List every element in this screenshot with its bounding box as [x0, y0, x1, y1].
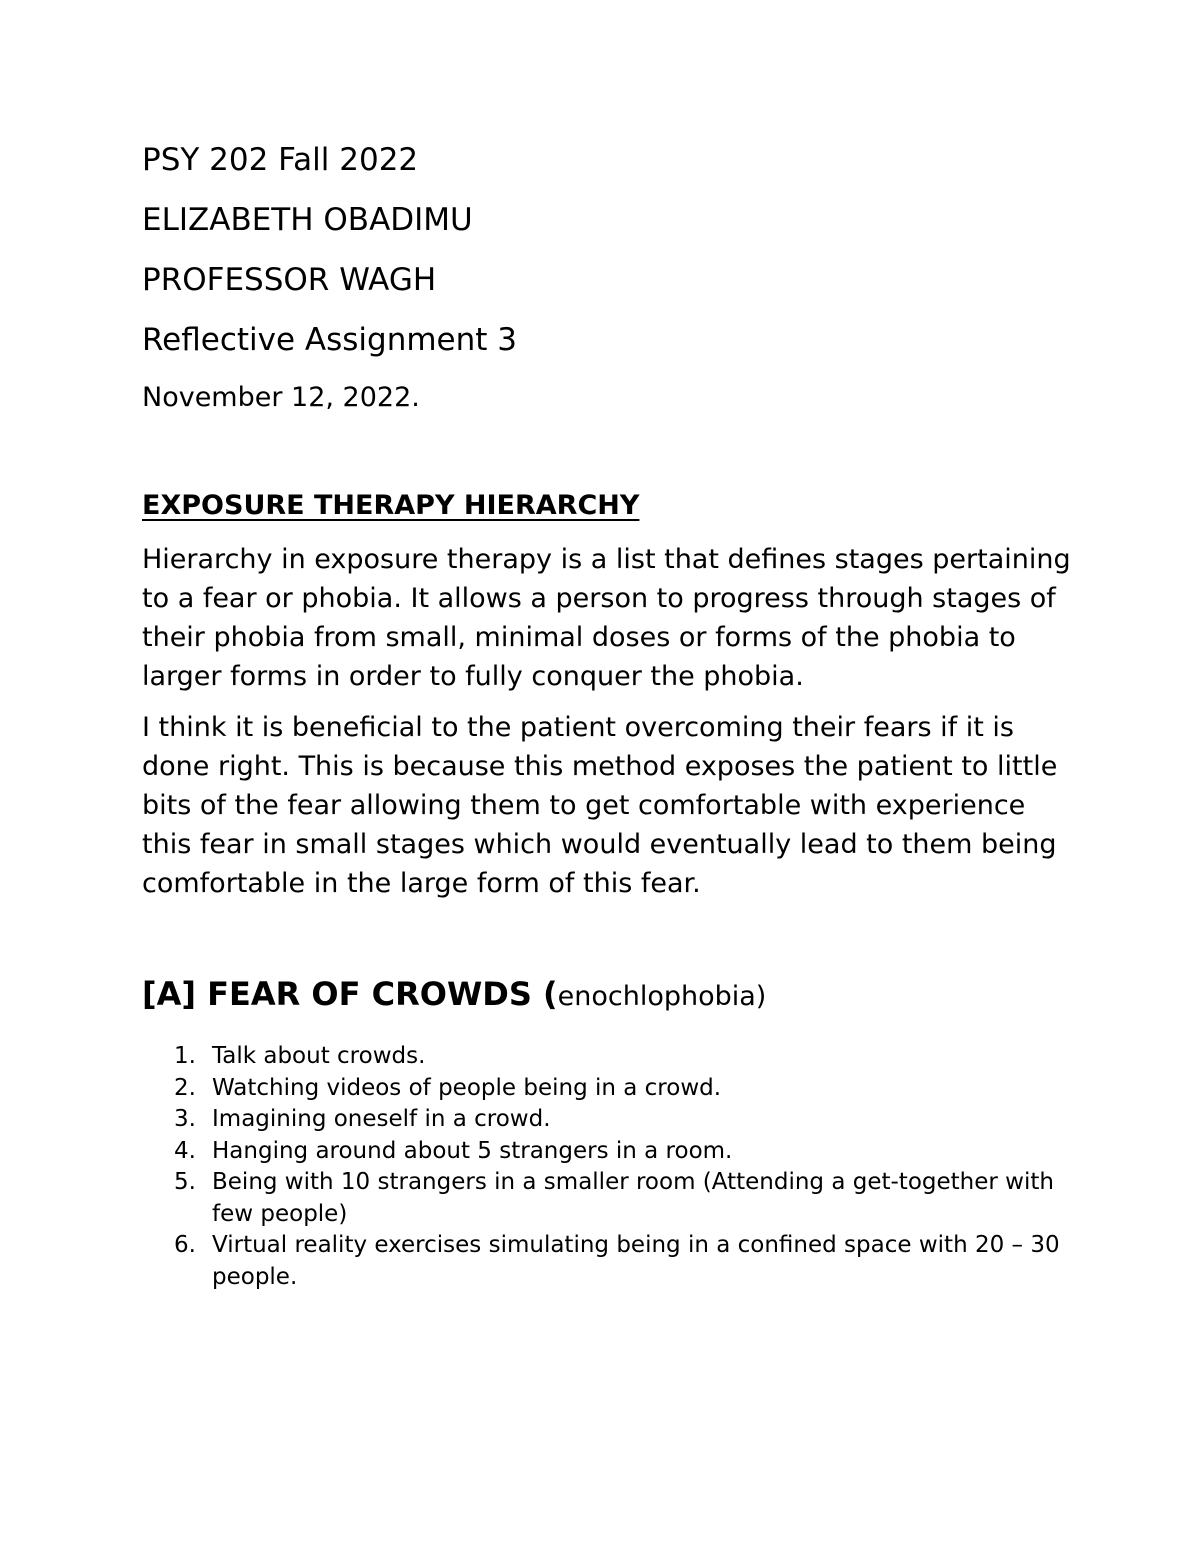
list-item-text: Imagining oneself in a crowd.: [212, 1106, 551, 1132]
list-item-text: Being with 10 strangers in a smaller room (Attending a get-together with few people): [212, 1169, 1054, 1227]
definition-paragraph: Hierarchy in exposure therapy is a list that defines stages pertaining to a fear or phobia. It allows a person to progress through stages of their phobia from small, minimal doses or forms of the phobia to larger forms in order to fully conquer the phobia.: [142, 544, 1071, 692]
subsection-heading-bold: [A] FEAR OF CROWDS (: [142, 975, 558, 1013]
document-body: [142, 140, 1072, 1293]
list-item-text: Watching videos of people being in a crowd.: [212, 1074, 722, 1101]
subsection-heading-normal: enochlophobia): [557, 981, 767, 1012]
list-item-number: 6.: [174, 1232, 196, 1258]
opinion-paragraph: I think it is beneficial to the patient overcoming their fears if it is done right. This is because this method exposes the patient to little bits of the fear allowing them to get comfortable with experience this fear in small stages which would eventually lead to them being comfortable in the large form of this fear.: [142, 712, 1058, 899]
list-item: [142, 1136, 1062, 1168]
professor-name: PROFESSOR WAGH: [142, 262, 437, 298]
list-item: [142, 1041, 1062, 1073]
list-item-text: Hanging around about 5 strangers in a room.: [212, 1137, 733, 1164]
course-line: PSY 202 Fall 2022: [142, 142, 419, 178]
list-item: [142, 1230, 1062, 1293]
list-item-number: 4.: [174, 1137, 196, 1164]
assignment-title: Reflective Assignment 3: [142, 322, 517, 358]
list-item-number: 3.: [174, 1106, 196, 1132]
list-item: [142, 1104, 1062, 1136]
list-item: [142, 1073, 1062, 1105]
list-item-text: Talk about crowds.: [212, 1043, 426, 1069]
list-item: [142, 1167, 1062, 1230]
student-name: ELIZABETH OBADIMU: [142, 202, 473, 238]
list-item-number: 2.: [174, 1074, 196, 1101]
hierarchy-list: [142, 1041, 1062, 1293]
subsection-heading: [142, 971, 1072, 1023]
assignment-date: November 12, 2022.: [142, 382, 420, 413]
list-item-number: 5.: [174, 1169, 196, 1195]
section-heading: EXPOSURE THERAPY HIERARCHY: [142, 490, 640, 521]
list-item-text: Virtual reality exercises simulating being in a confined space with 20 – 30 people.: [212, 1232, 1060, 1290]
list-item-number: 1.: [174, 1043, 196, 1069]
